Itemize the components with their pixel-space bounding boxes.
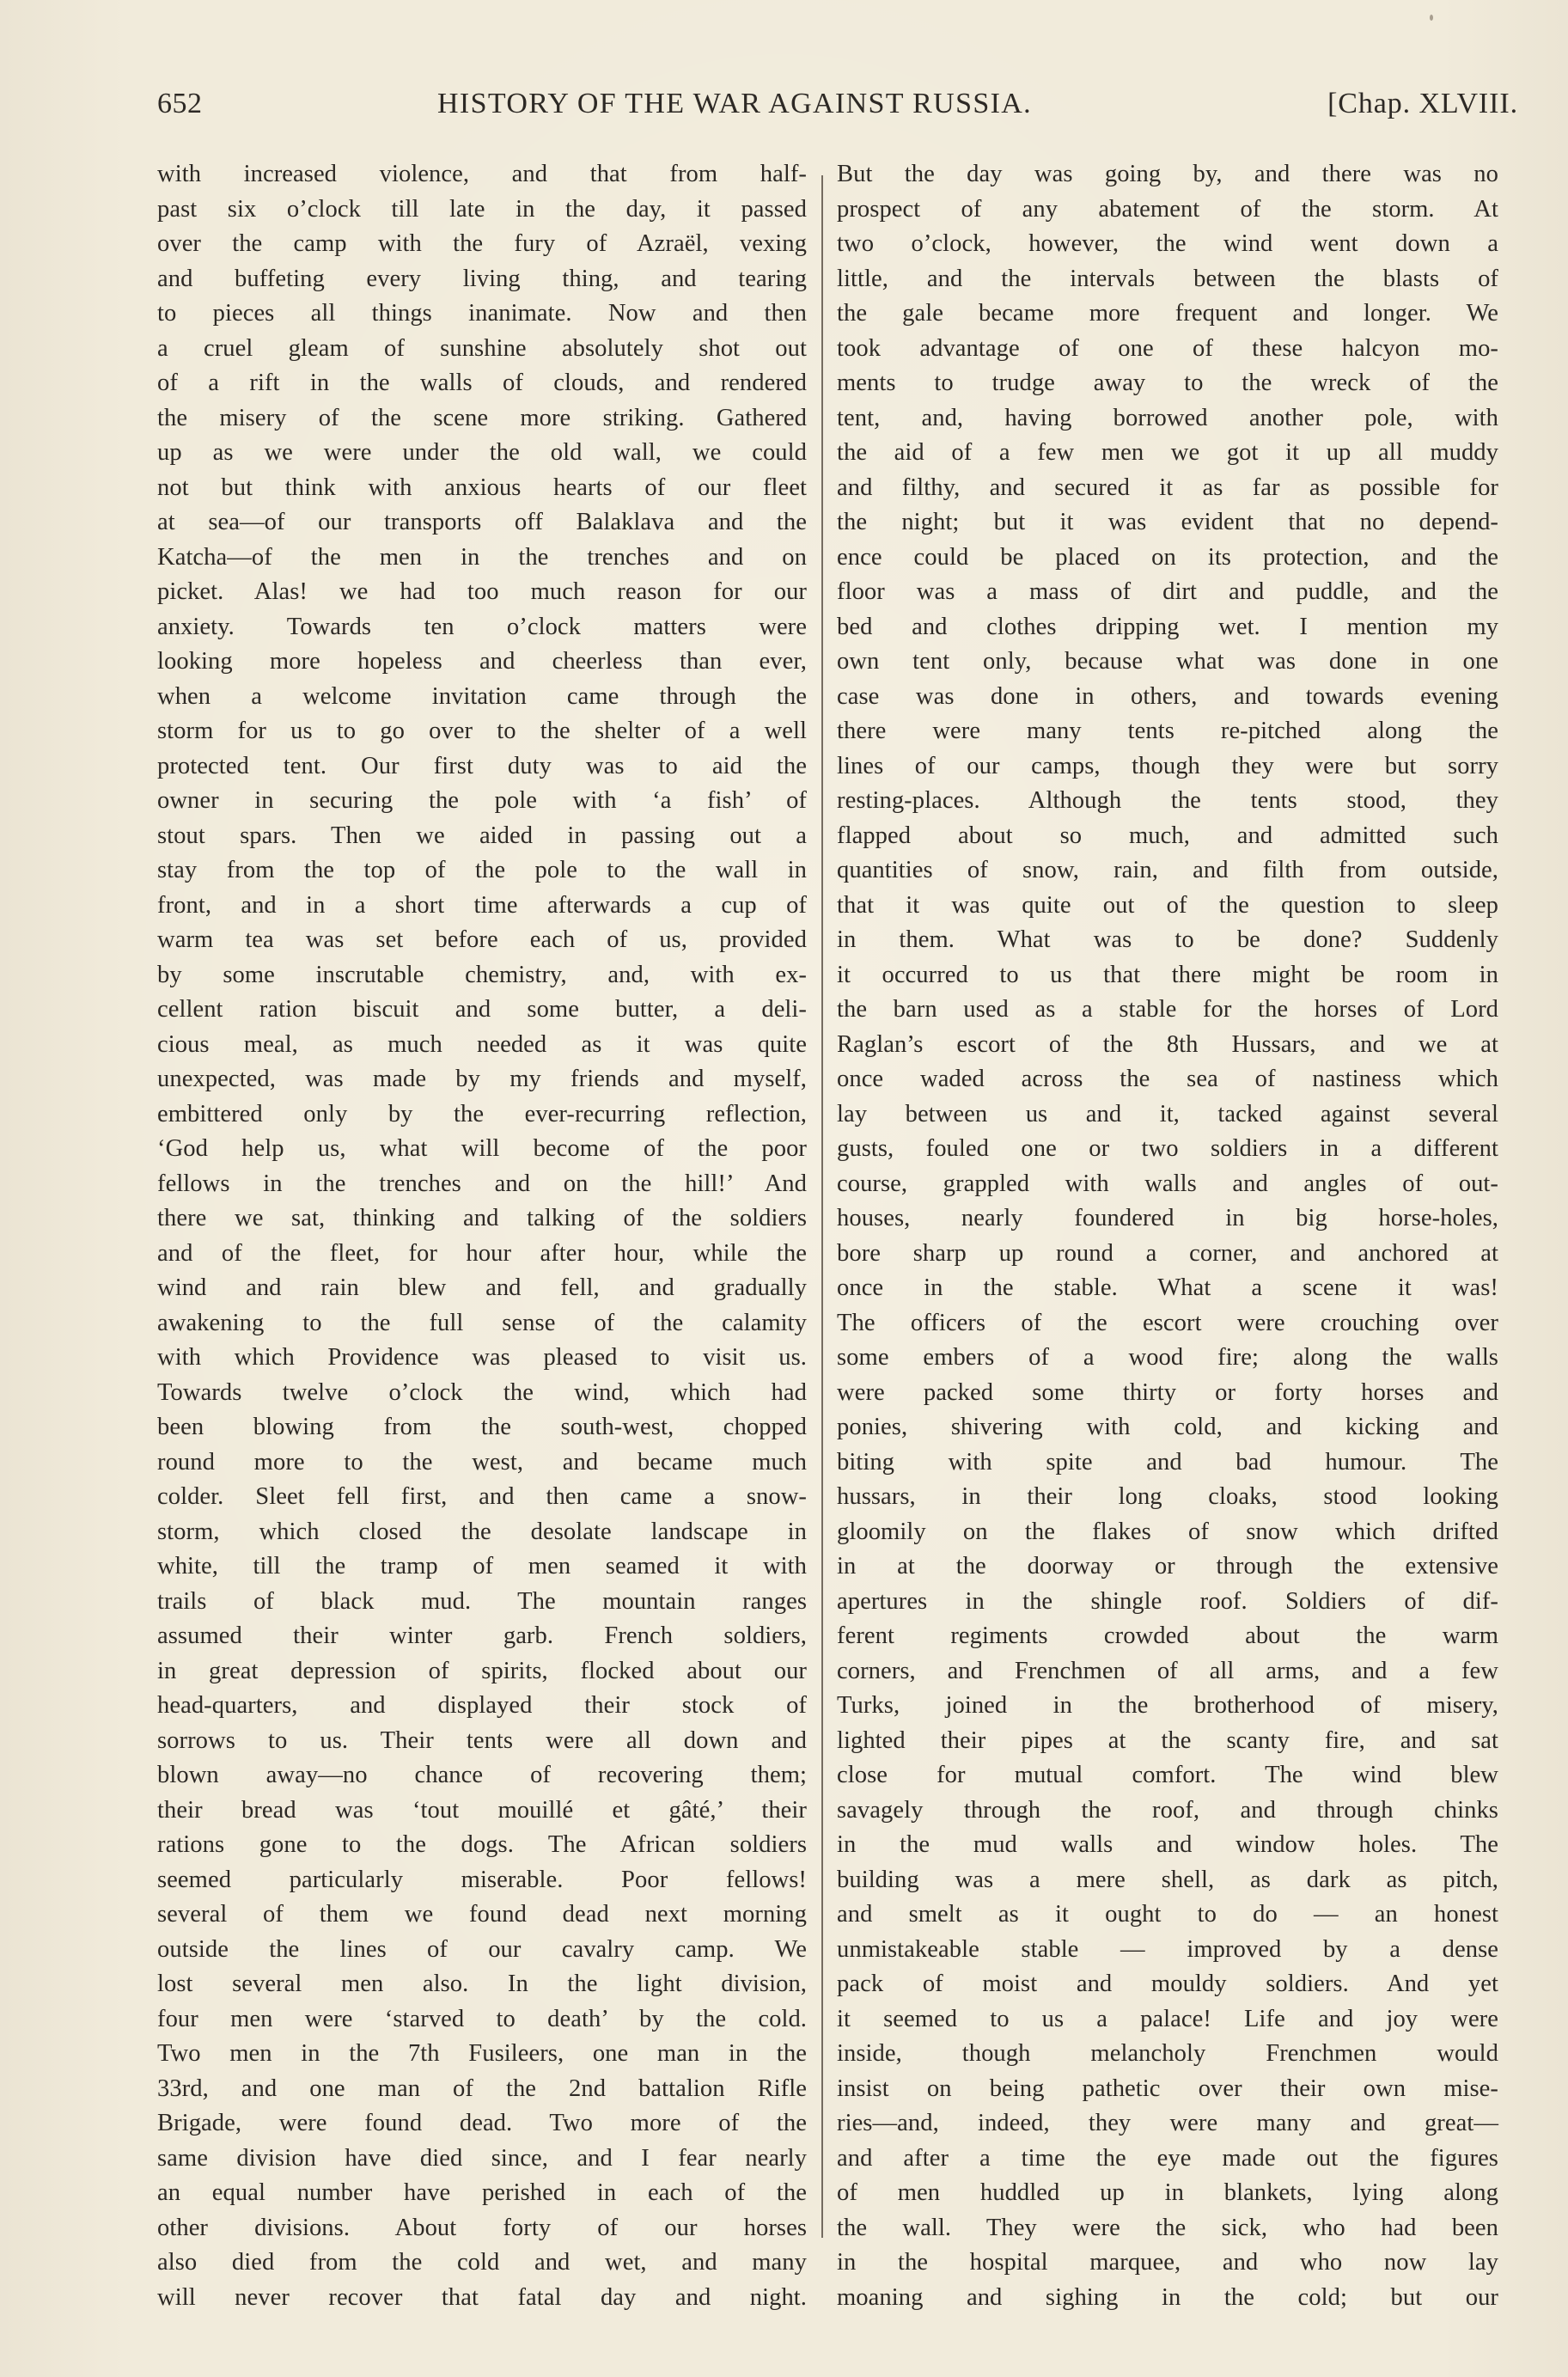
left-column-text-line: unexpected, was made by my friends and myself, (157, 1066, 807, 1092)
right-column-text-line: quantities of snow, rain, and filth from outside, (837, 857, 1498, 883)
left-column-text-line: front, and in a short time afterwards a cup of (157, 891, 807, 919)
left-column-text-line: round more to the west, and became much (157, 1448, 807, 1476)
right-column-text-line: lines of our camps, though they were but sorry (837, 752, 1498, 779)
left-column-text-line: and buffeting every living thing, and tearing (157, 265, 807, 292)
right-column-text-line: corners, and Frenchmen of all arms, and a few (837, 1657, 1498, 1684)
right-column-text-line: close for mutual comfort. The wind blew (837, 1762, 1498, 1788)
left-column-text-line: with which Providence was pleased to visit us. (157, 1344, 807, 1371)
right-column-text-line: ments to trudge away to the wreck of the (837, 370, 1498, 396)
right-column-text-line: once waded across the sea of nastiness which (837, 1066, 1498, 1092)
right-column-text-line: moaning and sighing in the cold; but our (837, 2283, 1498, 2311)
left-column-text-line: seemed particularly miserable. Poor fellows! (157, 1866, 807, 1893)
left-column-text-line: four men were ‘starved to death’ by the cold. (157, 2005, 807, 2032)
left-column-text-line: of a rift in the walls of clouds, and rendered (157, 370, 807, 396)
right-column-text-line: little, and the intervals between the blasts of (837, 265, 1498, 292)
left-column-text-line: lost several men also. In the light division, (157, 1971, 807, 1997)
left-column-text-line: over the camp with the fury of Azraël, vexing (157, 230, 807, 257)
right-column-text-line: building was a mere shell, as dark as pitch, (837, 1866, 1498, 1893)
left-column-text-line: other divisions. About forty of our horses (157, 2214, 807, 2241)
running-title: HISTORY OF THE WAR AGAINST RUSSIA. (437, 88, 1033, 119)
left-text-column (157, 157, 807, 2311)
left-column-text-line: there we sat, thinking and talking of the soldiers (157, 1205, 807, 1231)
right-column-text-line: course, grappled with walls and angles of out- (837, 1170, 1498, 1197)
right-column-text-line: in the hospital marquee, and who now lay (837, 2249, 1498, 2276)
right-column-text-line: in them. What was to be done? Suddenly (837, 926, 1498, 953)
right-column-text-line: ence could be placed on its protection, and the (837, 543, 1498, 571)
right-column-text-line: the wall. They were the sick, who had been (837, 2214, 1498, 2241)
right-column-text-line: took advantage of one of these halcyon mo- (837, 334, 1498, 362)
right-column-text-line: bed and clothes dripping wet. I mention my (837, 613, 1498, 640)
right-column-text-line: the night; but it was evident that no depend- (837, 509, 1498, 535)
right-column-text-line: Raglan’s escort of the 8th Hussars, and we at (837, 1030, 1498, 1058)
left-column-text-line: the misery of the scene more striking. Gathered (157, 404, 807, 431)
left-column-text-line: outside the lines of our cavalry camp. We (157, 1935, 807, 1963)
chapter-marker: [Chap. XLVIII. (1327, 88, 1518, 119)
paper-speck (1430, 15, 1433, 21)
right-column-text-line: houses, nearly foundered in big horse-holes, (837, 1205, 1498, 1231)
left-column-text-line: white, till the tramp of men seamed it with (157, 1553, 807, 1580)
left-column-text-line: anxiety. Towards ten o’clock matters were (157, 613, 807, 640)
right-column-text-line: in the mud walls and window holes. The (837, 1831, 1498, 1858)
left-column-text-line: stay from the top of the pole to the wall in (157, 857, 807, 883)
left-column-text-line: been blowing from the south-west, chopped (157, 1414, 807, 1440)
right-column-text-line: The officers of the escort were crouching over (837, 1309, 1498, 1336)
left-column-text-line: head-quarters, and displayed their stock of (157, 1692, 807, 1719)
left-column-text-line: Katcha—of the men in the trenches and on (157, 543, 807, 571)
right-column-text-line: pack of moist and mouldy soldiers. And yet (837, 1971, 1498, 1997)
left-column-text-line: protected tent. Our first duty was to aid the (157, 752, 807, 779)
left-column-text-line: storm, which closed the desolate landscape in (157, 1518, 807, 1545)
left-column-text-line: 33rd, and one man of the 2nd battalion Rifle (157, 2075, 807, 2102)
left-column-text-line: storm for us to go over to the shelter of a well (157, 718, 807, 744)
left-column-text-line: same division have died since, and I fear nearly (157, 2144, 807, 2172)
left-column-text-line: cellent ration biscuit and some butter, a deli- (157, 996, 807, 1023)
right-column-text-line: own tent only, because what was done in one (837, 648, 1498, 675)
page-number: 652 (157, 88, 203, 119)
right-column-text-line: and after a time the eye made out the figures (837, 2144, 1498, 2172)
left-column-text-line: colder. Sleet fell first, and then came a snow- (157, 1483, 807, 1510)
left-column-text-line: an equal number have perished in each of the (157, 2179, 807, 2206)
right-column-text-line: apertures in the shingle roof. Soldiers of dif- (837, 1587, 1498, 1615)
right-column-text-line: biting with spite and bad humour. The (837, 1448, 1498, 1476)
left-column-text-line: a cruel gleam of sunshine absolutely shot out (157, 334, 807, 362)
left-column-text-line: up as we were under the old wall, we could (157, 439, 807, 466)
right-column-text-line: bore sharp up round a corner, and anchored at (837, 1239, 1498, 1267)
left-column-text-line: trails of black mud. The mountain ranges (157, 1587, 807, 1615)
right-column-text-line: ferent regiments crowded about the warm (837, 1622, 1498, 1649)
right-column-text-line: in at the doorway or through the extensive (837, 1553, 1498, 1580)
left-column-text-line: fellows in the trenches and on the hill!’ And (157, 1170, 807, 1197)
right-column-text-line: floor was a mass of dirt and puddle, and the (837, 578, 1498, 605)
left-column-text-line: blown away—no chance of recovering them; (157, 1762, 807, 1788)
left-column-text-line: embittered only by the ever-recurring reflection, (157, 1100, 807, 1127)
right-column-text-line: inside, though melancholy Frenchmen would (837, 2040, 1498, 2067)
right-column-text-line: gusts, fouled one or two soldiers in a different (837, 1135, 1498, 1162)
right-column-text-line: lighted their pipes at the scanty fire, and sat (837, 1726, 1498, 1754)
left-column-text-line: ‘God help us, what will become of the poor (157, 1135, 807, 1162)
right-column-text-line: it occurred to us that there might be room in (837, 961, 1498, 988)
right-column-text-line: ries—and, indeed, they were many and great— (837, 2110, 1498, 2136)
left-column-text-line: their bread was ‘tout mouillé et gâté,’ their (157, 1796, 807, 1824)
right-column-text-line: ponies, shivering with cold, and kicking and (837, 1414, 1498, 1440)
left-column-text-line: picket. Alas! we had too much reason for our (157, 578, 807, 605)
right-column-text-line: gloomily on the flakes of snow which drifted (837, 1518, 1498, 1545)
right-column-text-line: savagely through the roof, and through chinks (837, 1796, 1498, 1824)
right-column-text-line: the aid of a few men we got it up all muddy (837, 439, 1498, 466)
left-column-text-line: also died from the cold and wet, and many (157, 2249, 807, 2276)
right-column-text-line: tent, and, having borrowed another pole, with (837, 404, 1498, 431)
left-column-text-line: wind and rain blew and fell, and gradually (157, 1274, 807, 1301)
right-column-text-line: the gale became more frequent and longer. We (837, 300, 1498, 327)
left-column-text-line: not but think with anxious hearts of our fleet (157, 474, 807, 501)
right-column-text-line: lay between us and it, tacked against several (837, 1100, 1498, 1127)
page-header (157, 88, 1518, 136)
right-column-text-line: there were many tents re-pitched along the (837, 718, 1498, 744)
left-column-text-line: looking more hopeless and cheerless than ever, (157, 648, 807, 675)
right-column-text-line: hussars, in their long cloaks, stood looking (837, 1483, 1498, 1510)
left-column-text-line: sorrows to us. Their tents were all down and (157, 1726, 807, 1754)
right-column-text-line: once in the stable. What a scene it was! (837, 1274, 1498, 1301)
right-column-text-line: But the day was going by, and there was no (837, 161, 1498, 187)
right-column-text-line: and filthy, and secured it as far as possible for (837, 474, 1498, 501)
right-column-text-line: that it was quite out of the question to sleep (837, 891, 1498, 919)
left-column-text-line: at sea—of our transports off Balaklava and the (157, 509, 807, 535)
right-column-text-line: it seemed to us a palace! Life and joy were (837, 2005, 1498, 2032)
left-column-text-line: assumed their winter garb. French soldiers, (157, 1622, 807, 1649)
right-column-text-line: some embers of a wood fire; along the walls (837, 1344, 1498, 1371)
left-column-text-line: warm tea was set before each of us, provided (157, 926, 807, 953)
left-column-text-line: by some inscrutable chemistry, and, with ex- (157, 961, 807, 988)
right-text-column (837, 157, 1498, 2311)
left-column-text-line: will never recover that fatal day and night. (157, 2283, 807, 2311)
right-column-text-line: two o’clock, however, the wind went down a (837, 230, 1498, 257)
left-column-text-line: Towards twelve o’clock the wind, which had (157, 1378, 807, 1406)
left-column-text-line: awakening to the full sense of the calamity (157, 1309, 807, 1336)
left-column-text-line: stout spars. Then we aided in passing out a (157, 822, 807, 849)
right-column-text-line: and smelt as it ought to do — an honest (837, 1901, 1498, 1928)
left-column-text-line: cious meal, as much needed as it was quite (157, 1030, 807, 1058)
right-column-text-line: of men huddled up in blankets, lying along (837, 2179, 1498, 2206)
right-column-text-line: were packed some thirty or forty horses and (837, 1378, 1498, 1406)
left-column-text-line: Two men in the 7th Fusileers, one man in the (157, 2040, 807, 2067)
left-column-text-line: in great depression of spirits, flocked about our (157, 1657, 807, 1684)
right-column-text-line: insist on being pathetic over their own mise- (837, 2075, 1498, 2102)
left-column-text-line: rations gone to the dogs. The African soldiers (157, 1831, 807, 1858)
left-column-text-line: to pieces all things inanimate. Now and then (157, 300, 807, 327)
column-divider (821, 175, 823, 2238)
left-column-text-line: with increased violence, and that from half- (157, 161, 807, 187)
left-column-text-line: owner in securing the pole with ‘a fish’ of (157, 787, 807, 814)
right-column-text-line: flapped about so much, and admitted such (837, 822, 1498, 849)
left-column-text-line: when a welcome invitation came through the (157, 682, 807, 710)
right-column-text-line: resting-places. Although the tents stood, they (837, 787, 1498, 814)
left-column-text-line: Brigade, were found dead. Two more of the (157, 2110, 807, 2136)
right-column-text-line: unmistakeable stable — improved by a dense (837, 1935, 1498, 1963)
left-column-text-line: past six o’clock till late in the day, it passed (157, 195, 807, 223)
left-column-text-line: several of them we found dead next morning (157, 1901, 807, 1928)
right-column-text-line: Turks, joined in the brotherhood of misery, (837, 1692, 1498, 1719)
left-column-text-line: and of the fleet, for hour after hour, while the (157, 1239, 807, 1267)
right-column-text-line: the barn used as a stable for the horses of Lord (837, 996, 1498, 1023)
right-column-text-line: case was done in others, and towards evening (837, 682, 1498, 710)
right-column-text-line: prospect of any abatement of the storm. At (837, 195, 1498, 223)
